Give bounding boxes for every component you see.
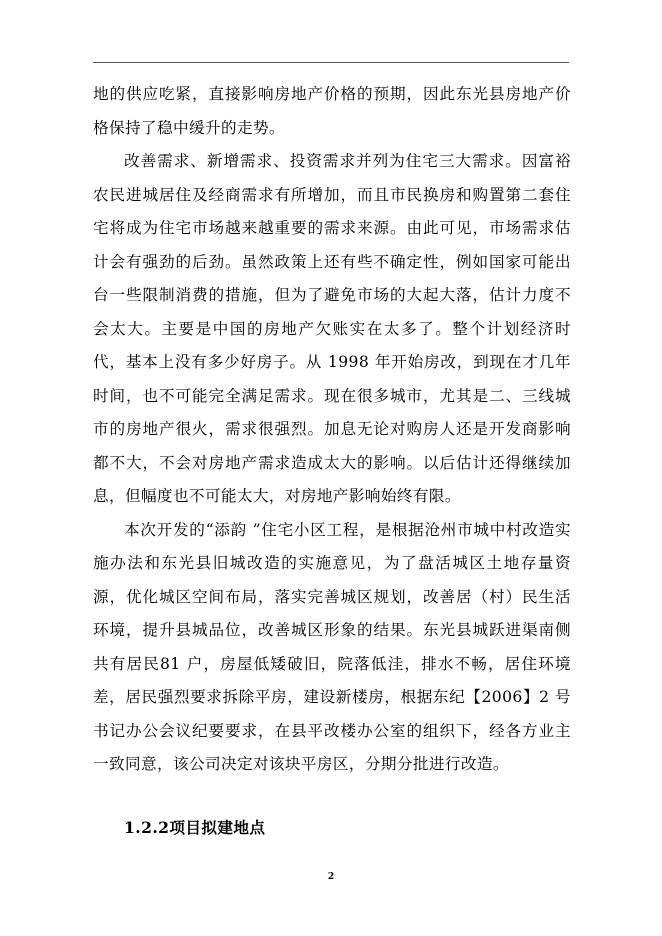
paragraph-project-background: 本次开发的“添韵 ”住宅小区工程，是根据沧州市城中村改造实施办法和东光县旧城改造的实施意见，为了盘活城区土地存量资源，优化城区空间布局，落实完善城区规划，改善居（村）民生活环境，提升县城品位，改善城区形象的结果。东光县城跃进渠南侧共有居民81 户，房屋低矮破旧，院落低洼，排水不畅，居住环境差，居民强烈要求拆除平房，建设新楼房，根据东纪【2006】2 号书记办公会议纪要要求，在县平改楼办公室的组织下，经各方业主一致同意，该公司决定对该块平房区，分期分批进行改造。 — [93, 520, 571, 773]
document-body — [93, 78, 571, 782]
paragraph-housing-demand: 改善需求、新增需求、投资需求并列为住宅三大需求。因富裕农民进城居住及经商需求有所增加，而且市民换房和购置第二套住宅将成为住宅市场越来越重要的需求来源。由此可见，市场需求估计会有强劲的后劲。虽然政策上还有些不确定性，例如国家可能出台一些限制消费的措施，但为了避免市场的大起大落，估计力度不会太大。主要是中国的房地产欠账实在太多了。整个计划经济时代，基本上没有多少好房子。从 1998 年开始房改，到现在才几年时间，也不可能完全满足需求。现在很多城市，尤其是二、三线城市的房地产很火，需求很强烈。加息无论对购房人还是开发商影响都不大，不会对房地产需求造成太大的影响。以后估计还得继续加息，但幅度也不可能太大，对房地产影响始终有限。 — [93, 152, 571, 505]
section-heading: 1.2.2项目拟建地点 — [124, 818, 266, 837]
paragraph-continuation: 地的供应吃紧，直接影响房地产价格的预期，因此东光县房地产价格保持了稳中缓升的走势。 — [93, 85, 571, 137]
header-rule — [93, 62, 569, 63]
page-number: 2 — [327, 872, 335, 882]
